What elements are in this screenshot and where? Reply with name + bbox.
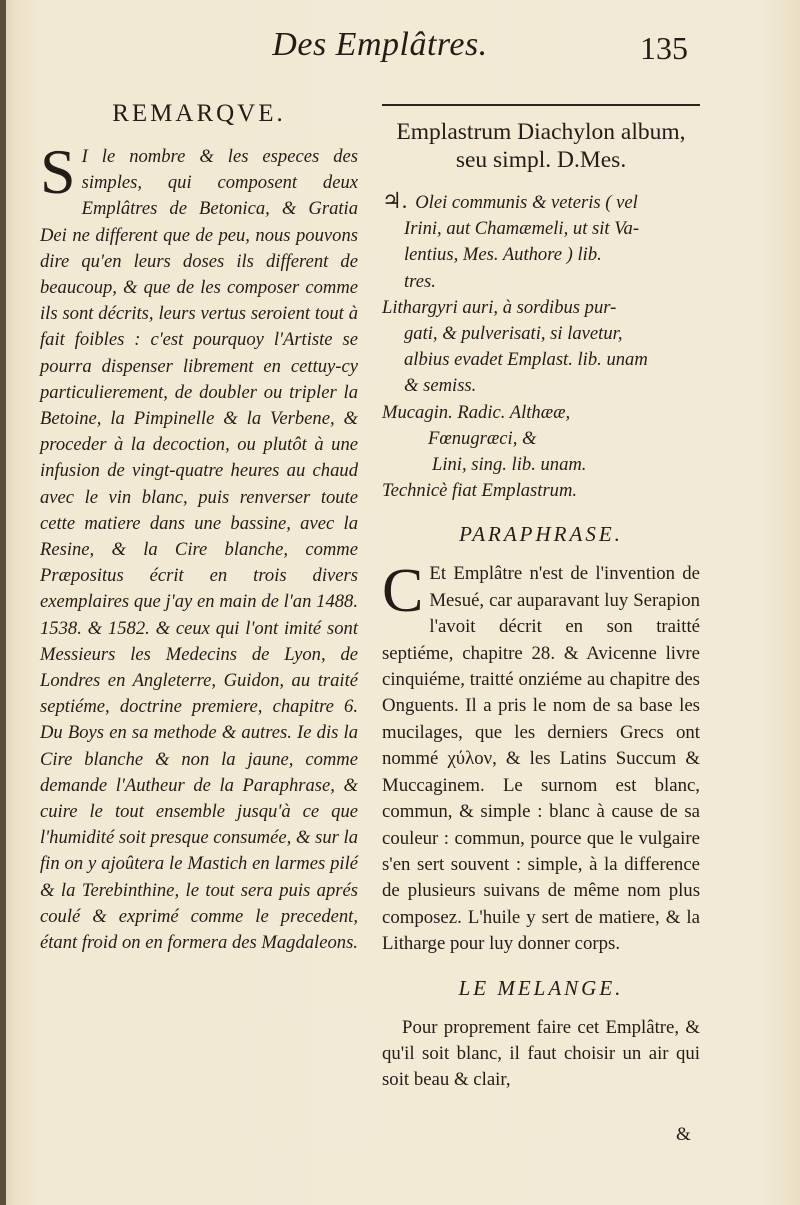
recipe-line: lentius, Mes. Authore ) lib.: [404, 244, 602, 266]
page-binding-edge: [0, 0, 6, 1205]
recipe-line: tres.: [404, 270, 436, 292]
recipe-title-line-2: seu simpl. D.Mes.: [455, 147, 627, 173]
paraphrase-heading: PARAPHRASE.: [459, 522, 623, 547]
recipe-line: Technicè fiat Emplastrum.: [382, 480, 578, 502]
recipe-line: Lini, sing. lib. unam.: [432, 454, 587, 476]
melange-paragraph: Pour proprement faire cet Emplâtre, & qu'il soit blanc, il faut choisir un air qui soit beau & clair,: [382, 1016, 700, 1091]
recipe-line: Mucagin. Radic. Althææ,: [382, 401, 571, 423]
drop-cap-s: S: [40, 136, 76, 207]
recipe-ingredients: [382, 188, 700, 504]
recipe-line: gati, & pulverisati, si lavetur,: [404, 323, 623, 345]
right-column: [382, 100, 700, 1094]
paraphrase-text: Et Emplâtre n'est de l'invention de Mesué, car auparavant luy Serapion l'avoit décrit en son traitté septiéme, chapitre 28. & Avicenne livre cinquiéme, traitté onziéme au chapitre des Onguents. Il a pris le nom de sa base les mucilages, que les derniers Grecs ont nommé χύλον, & les Latins Succum & Muccaginem. Le surnom est blanc, commun, & simple : blanc à cause de sa couleur : commun, pource que le vulgaire s'en sert souvent : simple, à la difference de plusieurs suivans de même nom plus composez. L'huile y sert de matiere, & la Litharge pour luy donner corps.: [382, 563, 700, 955]
catchword: &: [676, 1124, 691, 1145]
melange-heading: LE MELANGE.: [458, 975, 624, 1000]
remarque-heading: REMARQVE.: [112, 100, 286, 127]
remarque-text: I le nombre & les especes des simples, qui composent deux Emplâtres de Betonica, & Gratia Dei ne different que de peu, nous pouvons dire qu'en leurs doses ils different de beaucoup, & que de les composer comme ils sont décrits, leurs vertus seroient tout à fait foibles : c'est pourquoy l'Artiste se pourra dispenser librement en cettuy-cy particulierement, de doubler ou tripler la Betoine, la Pimpinelle & la Verbene, & proceder à la decoction, ou plutôt à une infusion de vingt-quatre heures au chaud avec le vin blanc, puis renverser toute cette matiere dans une bassine, avec la Resine, & la Cire blanche, comme Præpositus écrit en trois divers exemplaires que j'ay en main de l'an 1488. 1538. & 1582. & ceux qui l'ont imité sont Messieurs les Medecins de Lyon, de Londres en Angleterre, Guidon, au traité septiéme, doctrine premiere, chapitre 6. Du Boys en sa methode & autres. Ie dis la Cire blanche & non la jaune, comme demande l'Autheur de la Paraphrase, & cuire le tout ensemble jusqu'à ce que l'humidité soit presque consumée, & sur la fin on y ajoûtera le Mastich en larmes pilé & la Terebinthine, le tout sera puis aprés coulé & exprimé comme le precedent, étant froid on en formera des Magdaleons.: [40, 146, 358, 954]
remarque-paragraph: [40, 136, 358, 956]
page-number: 135: [640, 30, 688, 66]
left-column: [40, 100, 358, 956]
recipe-line: & semiss.: [404, 375, 477, 397]
running-title: Des Emplâtres.: [272, 26, 488, 63]
recipe-line: Fœnugræci, &: [428, 427, 537, 449]
recipe-title-line-1: Emplastrum Diachylon album,: [396, 119, 686, 145]
drop-cap-c: C: [382, 557, 424, 626]
paraphrase-paragraph: [382, 557, 700, 957]
recipe-line: albius evadet Emplast. lib. unam: [404, 349, 648, 371]
header-rule: [382, 104, 700, 106]
recipe-line: Lithargyri auri, à sordibus pur-: [382, 296, 617, 318]
recipe-title: [382, 118, 700, 174]
jupiter-recipe-icon: ♃.: [382, 188, 408, 213]
recipe-line: Irini, aut Chamæmeli, ut sit Va-: [404, 218, 640, 240]
recipe-line: ♃. Olei communis & veteris ( vel: [382, 188, 638, 213]
